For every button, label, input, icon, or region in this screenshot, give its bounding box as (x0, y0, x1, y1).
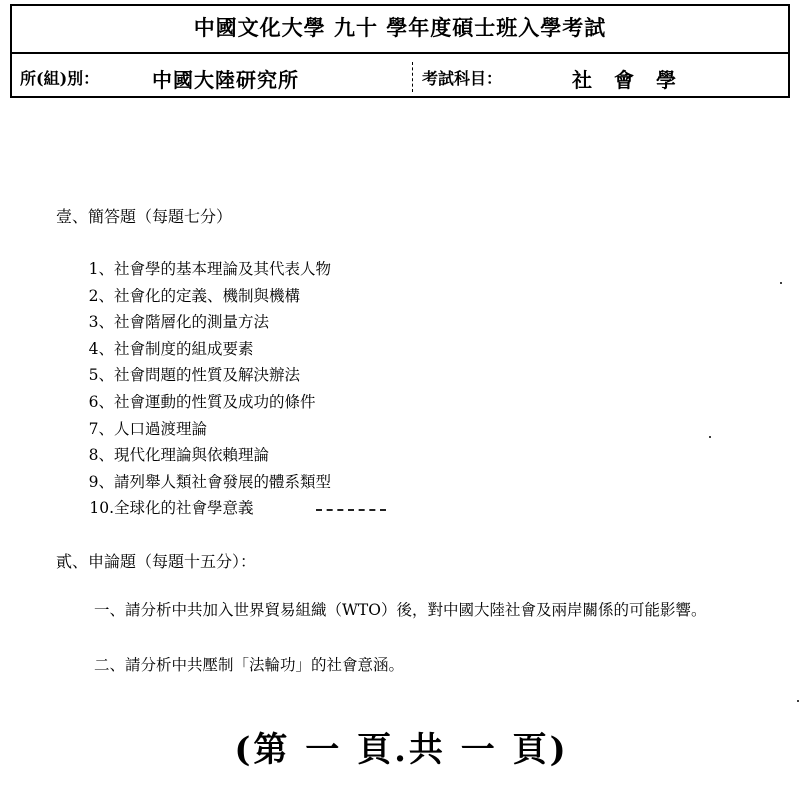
question-item (84, 309, 331, 336)
page-footer: (第 一 頁.共 一 頁) (234, 730, 569, 770)
scan-speck (797, 700, 799, 702)
question-text: 全球化的社會學意義 (114, 499, 254, 518)
department-value: 中國大陸研究所 (152, 68, 299, 92)
question-text: 社會階層化的測量方法 (114, 313, 270, 332)
section-essay-heading: 貳、申論題（每題十五分）： (56, 552, 257, 571)
question-number: 10. (89, 499, 114, 518)
exam-title: 中國文化大學 九十 學年度碩士班入學考試 (193, 15, 607, 40)
question-item (84, 442, 331, 469)
question-number: 2、 (88, 286, 114, 305)
question-text: 社會制度的組成要素 (114, 339, 254, 358)
question-number: 1、 (88, 260, 114, 278)
subject-value: 社會學 (572, 68, 698, 92)
department-label: 所(組)別： (20, 69, 100, 88)
question-item (84, 416, 331, 443)
question-item (84, 389, 331, 416)
essay-question: 二、請分析中共壓制「法輪功」的社會意涵。 (94, 656, 405, 674)
question-number: 8、 (88, 446, 114, 465)
exam-header (10, 4, 790, 98)
question-number: 4、 (88, 339, 114, 358)
subject-label: 考試科目： (422, 69, 503, 88)
short-answer-list (84, 256, 331, 522)
question-text: 社會化的定義、機制與機構 (114, 286, 301, 305)
question-text: 社會運動的性質及成功的條件 (114, 392, 316, 411)
question-text: 人口過渡理論 (114, 419, 208, 438)
question-item (84, 362, 331, 389)
question-text: 請列舉人類社會發展的體系類型 (114, 472, 332, 491)
question-number: 9、 (88, 472, 114, 491)
question-number: 7、 (88, 419, 114, 438)
question-text: 現代化理論與依賴理論 (114, 446, 270, 465)
question-item (84, 336, 331, 363)
scan-artifact-dots (316, 509, 386, 511)
question-item (84, 469, 331, 496)
question-text: 社會問題的性質及解決辦法 (114, 366, 301, 385)
question-item (84, 256, 331, 283)
question-item (84, 283, 331, 310)
scan-speck (780, 282, 782, 284)
header-separator (412, 62, 413, 92)
question-item (84, 495, 331, 522)
section-short-answer-heading: 壹、簡答題（每題七分） (56, 207, 233, 226)
header-divider (12, 52, 788, 54)
question-text: 社會學的基本理論及其代表人物 (114, 260, 332, 278)
essay-question: 一、請分析中共加入世界貿易組織（WTO）後，對中國大陸社會及兩岸關係的可能影響。 (94, 601, 707, 619)
question-number: 6、 (88, 392, 114, 411)
question-number: 5、 (88, 366, 114, 385)
scan-speck (709, 436, 711, 438)
question-number: 3、 (88, 313, 114, 332)
